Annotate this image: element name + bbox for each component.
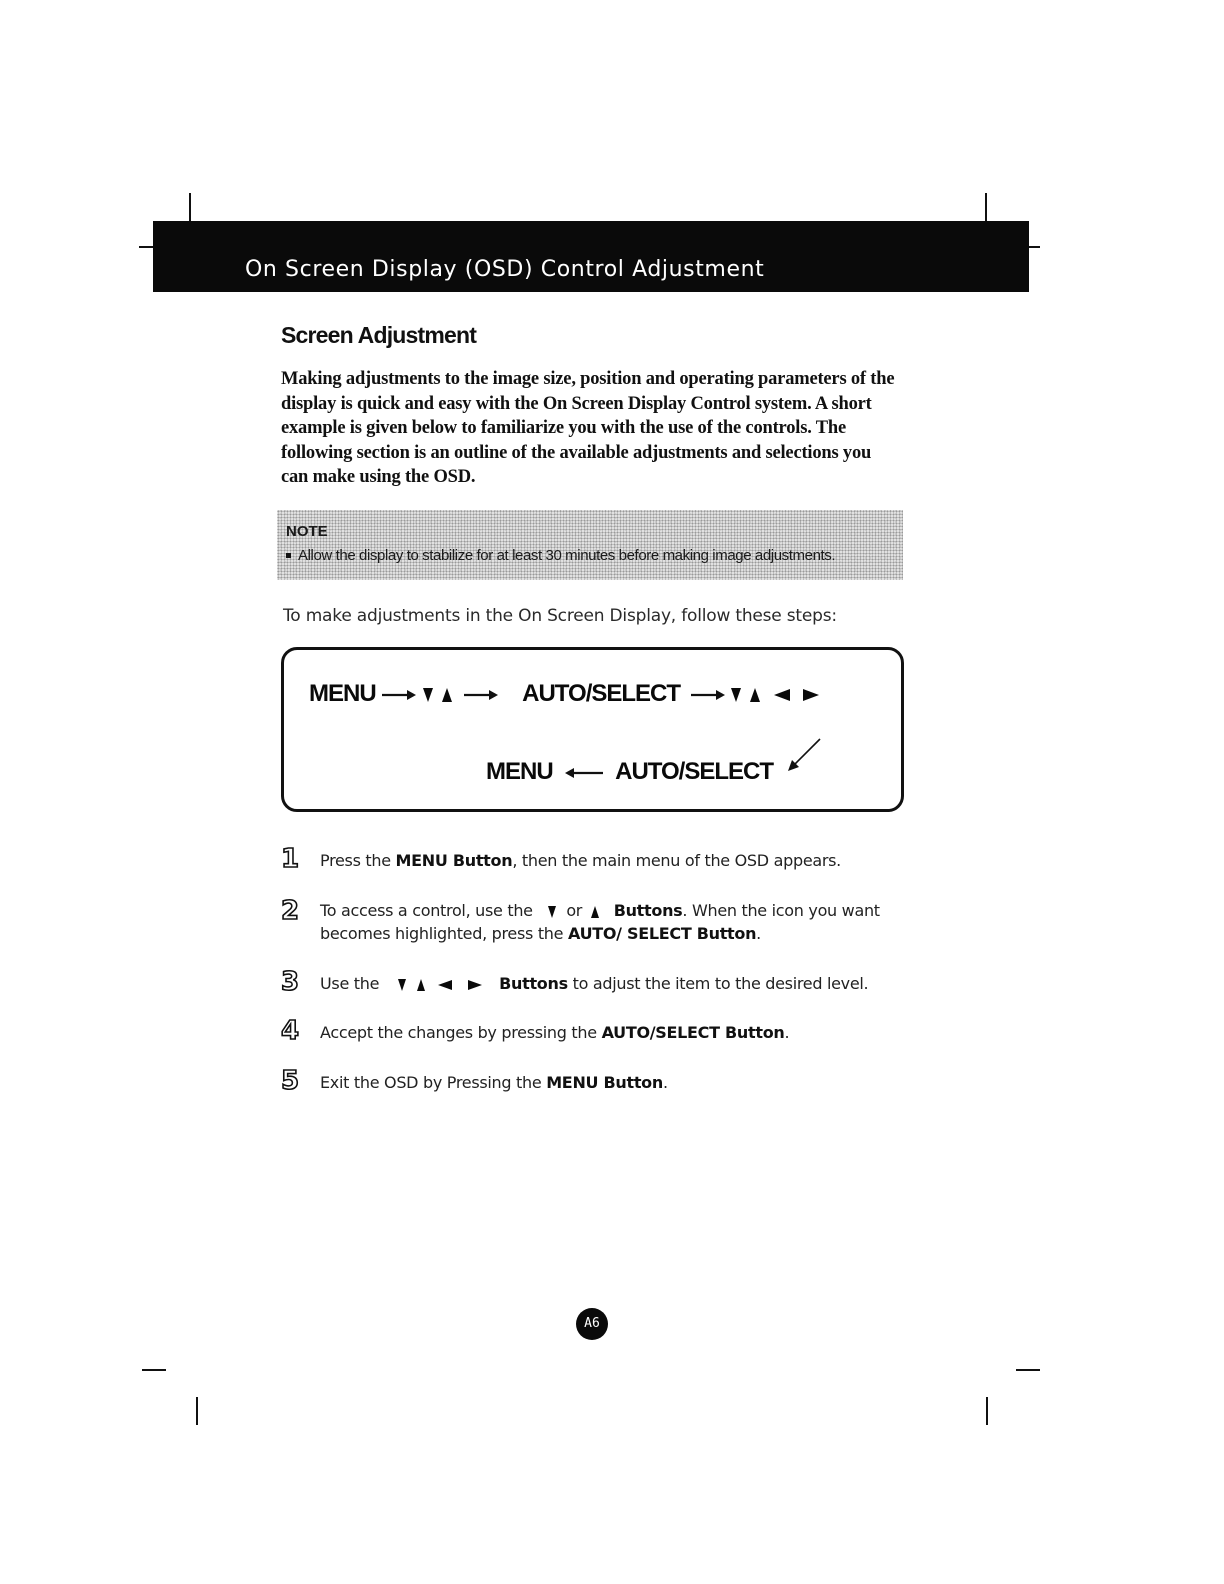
- section-title: Screen Adjustment: [281, 322, 477, 348]
- crop-mark: [196, 1397, 198, 1425]
- flow-row-2: [486, 758, 773, 786]
- step-text: To access a control, use the: [320, 901, 533, 920]
- step-text: Exit the OSD by Pressing the: [320, 1073, 547, 1092]
- crop-mark: [142, 1369, 166, 1371]
- arrow-left-icon: [564, 767, 604, 779]
- step-bold: AUTO/SELECT Button: [601, 1023, 785, 1042]
- arrow-icons: [392, 972, 482, 995]
- down-arrow-icon: [423, 688, 433, 702]
- down-arrow-icon: [731, 688, 741, 702]
- page-title: On Screen Display (OSD) Control Adjustment: [245, 257, 765, 282]
- step-bold: MENU Button: [395, 851, 513, 870]
- step-text: Press the: [320, 851, 396, 870]
- down-arrow-icon: [548, 906, 556, 918]
- step-number: 2: [281, 896, 300, 926]
- flow-auto-select-return: AUTO/SELECT: [615, 758, 774, 785]
- step-bold: AUTO/ SELECT Button: [567, 924, 757, 943]
- step-text: to adjust the item to the desired level.: [567, 974, 869, 993]
- step-bold: Buttons: [613, 901, 683, 920]
- intro-paragraph: Making adjustments to the image size, position and operating parameters of the display is quick and easy with the On Screen Display Control system. A short example is given below to familiarize you with the use of the controls. The following section is an outline of the available adjustments and selections you can make using the OSD.: [281, 369, 895, 487]
- step-text: .: [784, 1023, 790, 1042]
- step-bold: Buttons: [499, 974, 568, 993]
- step-bold: MENU Button: [546, 1073, 663, 1092]
- up-arrow-icon: [417, 979, 425, 991]
- up-arrow-icon: [750, 688, 760, 702]
- step-text: , then the main menu of the OSD appears.: [512, 851, 841, 870]
- crop-mark: [1028, 246, 1040, 248]
- left-arrow-icon: [438, 980, 452, 990]
- flow-menu: MENU: [309, 680, 376, 707]
- crop-mark: [1016, 1369, 1040, 1371]
- down-arrow-icon: [398, 979, 406, 991]
- step-text: Use the: [320, 974, 380, 993]
- up-arrow-icon: [442, 688, 452, 702]
- bullet-icon: [286, 553, 291, 558]
- header-bar: [153, 221, 1029, 292]
- right-arrow-icon: [803, 689, 819, 701]
- crop-mark: [986, 1397, 988, 1425]
- step-4: [320, 1021, 880, 1044]
- step-text: .: [662, 1073, 668, 1092]
- arrow-right-icon: [381, 689, 417, 701]
- step-5: [320, 1071, 880, 1094]
- page-number: A6: [576, 1308, 608, 1340]
- step-3: [320, 972, 880, 995]
- up-arrow-icon: [591, 906, 599, 918]
- flow-diagram: [281, 647, 904, 812]
- flow-auto-select: AUTO/SELECT: [522, 680, 681, 707]
- step-text: Accept the changes by pressing the: [320, 1023, 602, 1042]
- step-number: 4: [281, 1016, 300, 1046]
- right-arrow-icon: [468, 980, 482, 990]
- step-1: [320, 849, 880, 872]
- step-text: .: [756, 924, 761, 943]
- flow-row-1: [309, 680, 819, 708]
- step-number: 5: [281, 1066, 300, 1096]
- crop-mark: [189, 193, 191, 223]
- arrow-right-icon: [463, 689, 499, 701]
- step-text: or: [566, 901, 583, 920]
- arrow-right-icon: [690, 689, 726, 701]
- step-2: [320, 899, 880, 945]
- flow-menu-return: MENU: [486, 758, 553, 785]
- step-number: 3: [281, 967, 300, 997]
- note-text-row: [286, 547, 835, 564]
- instructions: To make adjustments in the On Screen Display, follow these steps:: [283, 606, 837, 626]
- note-box: [277, 510, 903, 580]
- arrow-down-left-icon: [784, 736, 824, 776]
- crop-mark: [139, 246, 154, 248]
- step-number: 1: [281, 844, 300, 874]
- left-arrow-icon: [774, 689, 790, 701]
- step-text: . When the icon you want becomes highlighted, press the: [320, 901, 880, 943]
- crop-mark: [985, 193, 987, 223]
- note-text: Allow the display to stabilize for at least 30 minutes before making image adjustments.: [298, 547, 836, 564]
- note-label: NOTE: [286, 523, 328, 540]
